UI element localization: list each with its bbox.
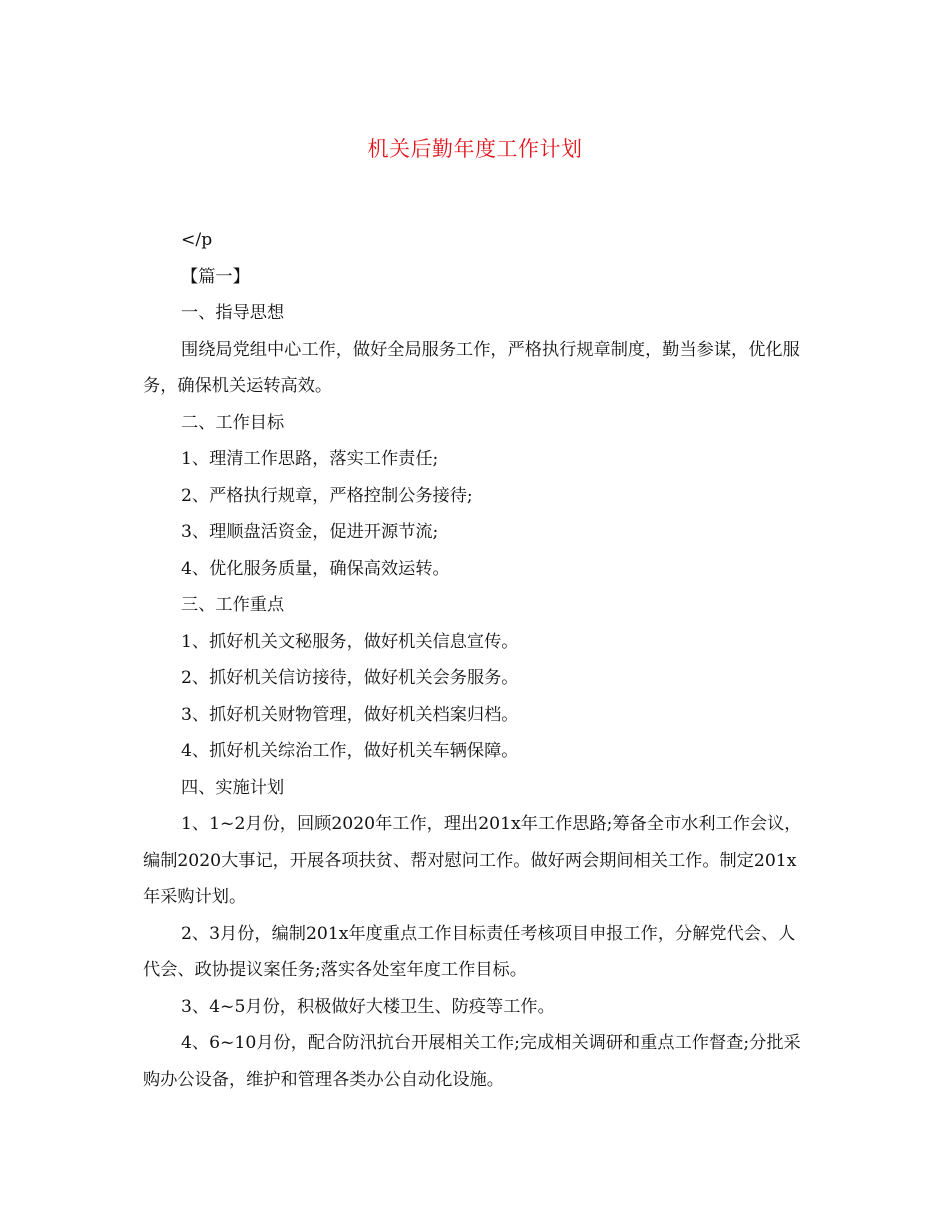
focus-item: 2、抓好机关信访接待，做好机关会务服务。 [181, 668, 519, 688]
plan-item: 3、4~5月份，积极做好大楼卫生、防疫等工作。 [181, 996, 555, 1017]
paragraph-section-label: 【篇一】 [181, 266, 250, 287]
focus-item: 1、抓好机关文秘服务，做好机关信息宣传。 [181, 631, 519, 652]
paragraph-stray-tag: </p [181, 230, 213, 250]
paragraph-guiding-thought: 围绕局党组中心工作，做好全局服务工作，严格执行规章制度，勤当参谋，优化服务，确保机关运转高效。 [143, 339, 800, 396]
goal-item: 1、理清工作思路，落实工作责任; [181, 449, 439, 469]
heading-guiding-thought: 一、指导思想 [181, 303, 285, 323]
heading-work-goals: 二、工作目标 [181, 412, 285, 433]
plan-item: 2、3月份，编制201x年度重点工作目标责任考核项目申报工作，分解党代会、人代会、政协提议案任务;落实各处室年度工作目标。 [143, 923, 796, 980]
focus-item: 3、抓好机关财物管理，做好机关档案归档。 [181, 704, 519, 725]
focus-item: 4、抓好机关综治工作，做好机关车辆保障。 [181, 741, 519, 761]
heading-work-focus: 三、工作重点 [181, 595, 285, 615]
heading-implementation-plan: 四、实施计划 [181, 777, 285, 798]
document-body [143, 222, 808, 1098]
plan-item: 4、6~10月份，配合防汛抗台开展相关工作;完成相关调研和重点工作督查;分批采购办公设备，维护和管理各类办公自动化设施。 [143, 1033, 801, 1090]
goal-item: 2、严格执行规章，严格控制公务接待; [181, 485, 473, 506]
plan-item: 1、1~2月份，回顾2020年工作，理出201x年工作思路;筹备全市水利工作会议，编制2020大事记，开展各项扶贫、帮对慰问工作。做好两会期间相关工作。制定201x年采购计划。 [143, 814, 802, 907]
goal-item: 4、优化服务质量，确保高效运转。 [181, 558, 450, 579]
goal-item: 3、理顺盘活资金，促进开源节流; [181, 522, 439, 542]
document-title: 机关后勤年度工作计划 [367, 137, 583, 161]
